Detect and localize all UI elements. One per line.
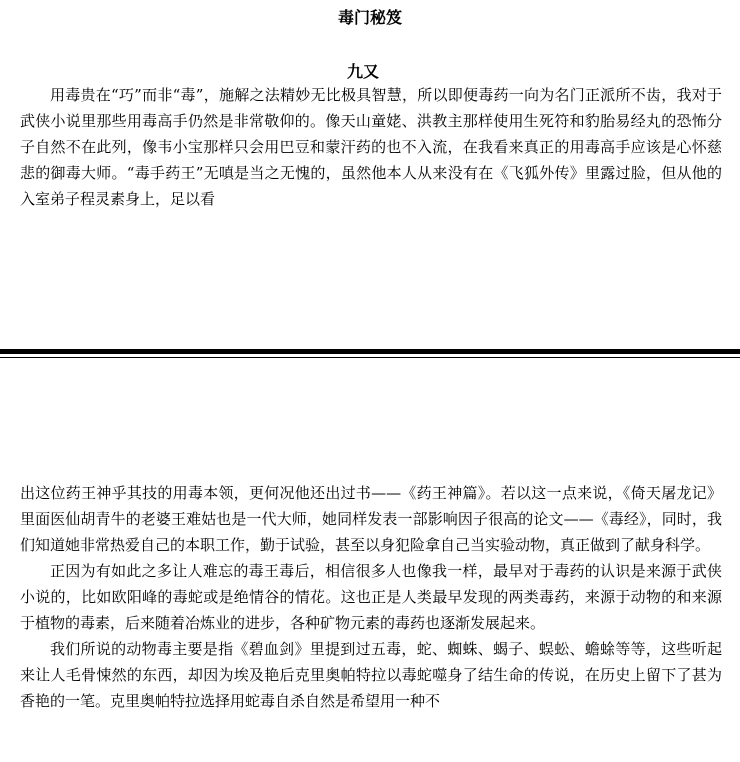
paragraph-1: 用毒贵在“巧”而非“毒”，施解之法精妙无比极具智慧，所以即便毒药一向为名门正派所不齿，我对于武侠小说里那些用毒高手仍然是非常敬仰的。像天山童姥、洪教主那样使用生死符和豹胎易经丸的恐怖分子自然不在此列，像韦小宝那样只会用巴豆和蒙汗药的也不入流，在我看来真正的用毒高手应该是心怀慈悲的御毒大师。“毒手药王”无嗔是当之无愧的，虽然他本人从来没有在《飞狐外传》里露过脸，但从他的入室弟子程灵素身上，足以看 [20,86,722,208]
page-2-body [20,480,722,714]
page-title: 毒门秘笈 [337,8,402,27]
page-break-divider-thin [0,357,740,358]
page-break-divider [0,349,740,354]
page-1-body [20,82,722,212]
paragraph-continuation: 出这位药王神乎其技的用毒本领，更何况他还出过书——《药王神篇》。若以这一点来说，《倚天屠龙记》里面医仙胡青牛的老婆王难姑也是一代大师，她同样发表一部影响因子很高的论文——《毒经》，同时，我们知道她非常热爱自己的本职工作，勤于试验，甚至以身犯险拿自己当实验动物，真正做到了献身科学。 [20,484,722,554]
paragraph-2: 正因为有如此之多让人难忘的毒王毒后，相信很多人也像我一样，最早对于毒药的认识是来源于武侠小说的，比如欧阳峰的毒蛇或是绝情谷的情花。这也正是人类最早发现的两类毒药，来源于动物的和来源于植物的毒素，后来随着冶炼业的进步，各种矿物元素的毒药也逐渐发展起来。 [20,562,722,632]
paragraph-3: 我们所说的动物毒主要是指《碧血剑》里提到过五毒，蛇、蜘蛛、蝎子、蜈蚣、蟾蜍等等，这些听起来让人毛骨悚然的东西，却因为埃及艳后克里奥帕特拉以毒蛇噬身了结生命的传说，在历史上留下了甚为香艳的一笔。克里奥帕特拉选择用蛇毒自杀自然是希望用一种不 [20,640,722,710]
author-name: 九又 [346,62,379,81]
